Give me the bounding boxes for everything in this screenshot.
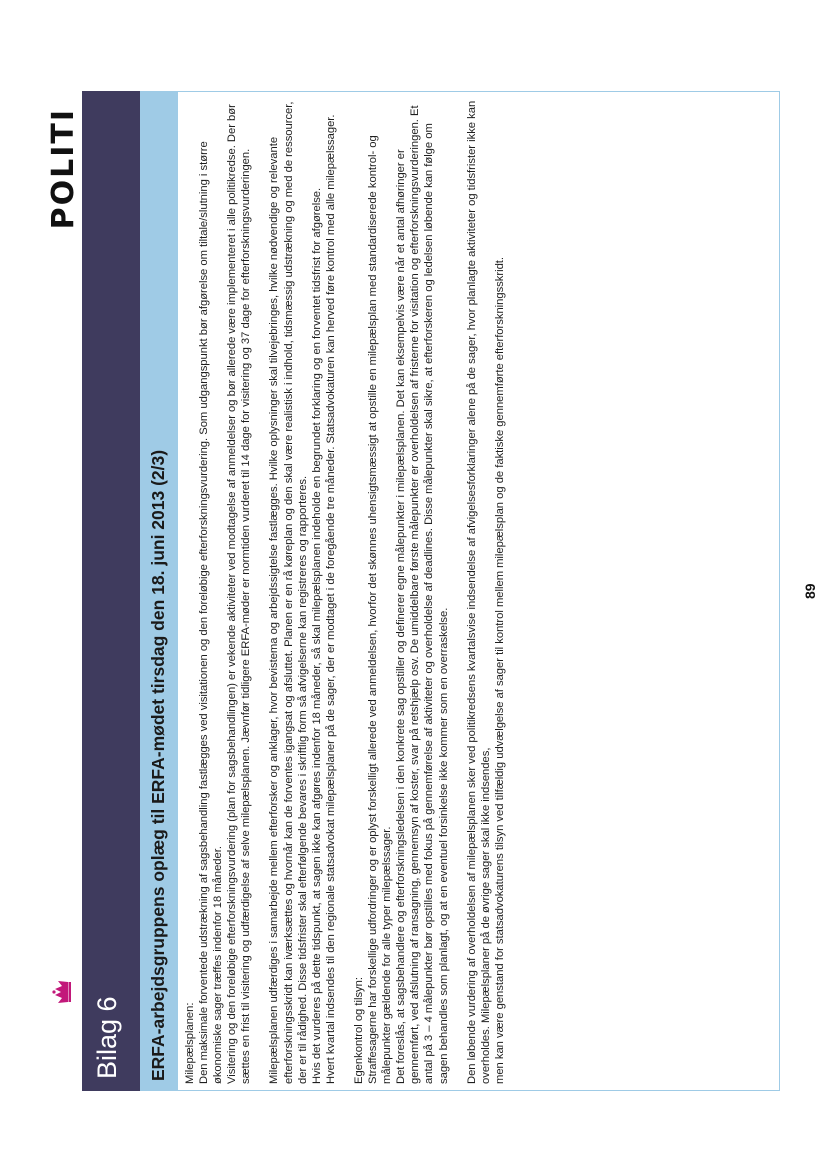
- paragraph: Milepælsplanen udfærdiges i samarbejde mellem efterforsker og anklager, hvor bevistema og arbejdssigtelse fastlægges. Hvilke oplysninger skal tilvejebringes, hvilke nødvendige og relevante efterforskningsskridt kan iværksættes og hvornår kan de forventes igangsat og afsluttet. Planen er en rå køreplan og den skal være realistisk i indhold, tidsmæssig udstrækning og med de ressourcer, der er til rådighed. Disse tidsfrister skal efterfølgende bevares i skriftlig form så afvigelserne kan registreres og rapporteres.: [268, 101, 309, 1084]
- paragraph: Straffesagerne har forskellige udfordringer og er oplyst forskelligt allerede ved anmeldelsen, hvorfor det skønnes uhensigtsmæssigt at opstille en milepælsplan med standardiserede kontrol- og målepunkter gældende for alle typer milepælssager.: [367, 135, 394, 1084]
- content-box: [178, 91, 780, 1091]
- body-text: [183, 100, 521, 1084]
- politi-logo: POLITI: [46, 108, 81, 230]
- section-heading: Milepælsplanen:: [184, 1002, 196, 1084]
- header-band: [140, 91, 178, 1091]
- paragraph: Hvert kvartal indsendes til den regionale statsadvokat milepælsplaner på de sager, der er modtaget i de foregående tre måneder. Statsadvokaturen kan herved føre kontrol med alle milepælssager.: [324, 114, 337, 1084]
- crown-icon: [52, 979, 72, 1005]
- page-number: 89: [802, 583, 818, 599]
- paragraph: Det foreslås, at sagsbehandlere og efterforskningsledelsen i den konkrete sag opstiller og definerer egne målepunkter i milepælsplanen. Det kan eksempelvis være når et antal afhøringer er gennemført, ved afslutning af ransagning, gennemsyn af koster, svar på retshjælp osv. De umiddelbare første målepunkter er overholdelsen af fristerne for visitation og efterforskningsvurderingen. Et antal på 3 – 4 målepunkter bør opstilles med fokus på gennemførelse af aktiviteter og overholdelse af deadlines. Disse målepunkter skal sikre, at efterforskeren og ledelsen løbende kan følge om sagen behandles som planlagt, og at en eventuel forsinkelse ikke kommer som en overraskelse.: [395, 105, 450, 1084]
- section-egenkontrol: [352, 100, 451, 1084]
- paragraph: Den løbende vurdering af overholdelsen af milepælsplanen sker ved politikredsens kvartalsvise indsendelse af afvigelsesforklaringer alene på de sager, hvor planlagte aktiviteter og tidsfrister ikke kan overholdes. Milepælsplaner på de øvrige sager skal ikke indsendes,: [465, 100, 492, 1084]
- section-vurdering: [465, 100, 507, 1084]
- section-milepaelsplanen: [183, 100, 253, 1084]
- paragraph: men kan være genstand for statsadvokaturens tilsyn ved tilfældig udvælgelse af sager til kontrol mellem milepælsplan og de faktiske gennemførte efterforskningsskridt.: [493, 256, 506, 1084]
- bilag-band: [82, 91, 140, 1091]
- slide-header: ERFA-arbejdsgruppens oplæg til ERFA-mødet tirsdag den 18. juni 2013 (2/3): [148, 449, 168, 1081]
- paragraph: Den maksimale forventede udstrækning af sagsbehandling fastlægges ved visitationen og den foreløbige efterforskningsvurdering. Som udgangspunkt bør afgørelse om tiltale/slutning i større økonomiske sager træffes indenfor 18 måneder.: [198, 141, 225, 1084]
- section-heading: Egenkontrol og tilsyn:: [352, 977, 365, 1084]
- paragraph: Visitering og den foreløbige efterforskningsvurdering (plan for sagsbehandlingen) er vekende aktiviteter ved modtagelse af anmeldelser og bør allerede være implementeret i alle politikredse. Der bør sættes en frist til visitering og udfærdigelse af selve milepælsplanen. Jævnfør tidligere ERFA-møder er normtiden vurderet til 14 dage for visitering og 37 dage for efterforskningsvurderingen.: [226, 104, 253, 1084]
- section-udfaerdigelse: [267, 100, 337, 1084]
- paragraph: Hvis det vurderes på dette tidspunkt, at sagen ikke kan afgøres indenfor 18 måneder, så skal milepælsplanen indeholde en begrundet forklaring og en forventet tidsfrist for afgørelse.: [310, 187, 323, 1084]
- bilag-title: Bilag 6: [92, 996, 122, 1079]
